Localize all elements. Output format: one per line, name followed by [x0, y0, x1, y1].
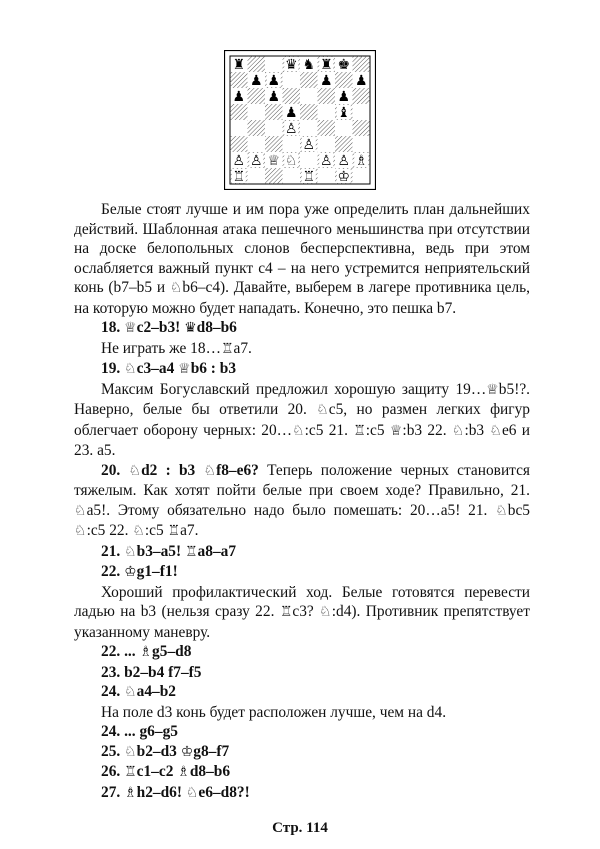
- paragraph-prophylaxis: [74, 583, 530, 643]
- text-run: 25.: [101, 742, 125, 760]
- dark-square: [283, 88, 301, 104]
- dark-square: [318, 88, 336, 104]
- text-run: a7.: [233, 339, 252, 357]
- move-27: [74, 783, 530, 804]
- text-run: 21.: [101, 542, 125, 560]
- text-run: e6–d8?!: [198, 783, 250, 801]
- text-run: a8–a7: [197, 542, 237, 560]
- rook-icon: ♖: [167, 523, 181, 539]
- text-run: b6 : b3: [190, 360, 237, 377]
- black-pawn-icon: ♟: [267, 89, 281, 105]
- text-run: 18.: [101, 319, 125, 336]
- text-run: b6–c4). Давайте, выберем в лагере противника цель, на которую можно будет нападать. Конечно, это пешка b7.: [74, 279, 530, 317]
- knight-icon: ♘: [319, 604, 332, 620]
- text-run: Белые стоят лучше и им пора уже определить план дальнейших действий. Шаблонная атака пешечного меньшинства при отсутствии на доске белопольных слонов бесперспективна, ведь при этом ослабляется важный пункт c4 – на него устремится неприятельский конь (b7–b5 и: [74, 201, 530, 296]
- chess-board: [224, 50, 376, 190]
- text-run: h2–d6!: [136, 783, 186, 801]
- text-run: 27.: [101, 783, 125, 801]
- knight-icon: ♘: [124, 684, 137, 700]
- dark-square: [248, 88, 266, 104]
- white-pawn-icon: ♙: [337, 153, 351, 169]
- move-22: [74, 562, 530, 583]
- text-run: 19.: [101, 360, 125, 377]
- white-pawn-icon: ♙: [302, 137, 316, 153]
- text-run: a4–b2: [136, 683, 176, 700]
- rook-icon: ♖: [353, 422, 366, 439]
- text-run: :c5: [365, 421, 390, 439]
- rook-icon: ♖: [184, 543, 198, 560]
- black-pawn-icon: ♟: [337, 89, 351, 105]
- paragraph-move-20: [74, 461, 530, 542]
- queen-icon: ♛: [184, 320, 197, 336]
- black-bishop-icon: ♝: [337, 105, 351, 121]
- page-number: Стр. 114: [272, 820, 328, 836]
- text-run: c1–c2: [136, 763, 178, 780]
- black-queen-icon: ♛: [284, 57, 298, 73]
- text-run: c3?: [292, 603, 320, 620]
- text-run: g1–f1!: [136, 563, 178, 580]
- white-pawn-icon: ♙: [249, 153, 263, 169]
- dark-square: [353, 120, 371, 136]
- text-run: e6 и 23. a5.: [74, 421, 530, 459]
- text-run: 26.: [101, 763, 125, 780]
- dark-square: [353, 88, 371, 104]
- comment-18: [74, 339, 530, 360]
- move-18: [74, 318, 530, 339]
- text-run: c5, но размен легких фигур облегчает оборону черных: 20…: [74, 401, 530, 439]
- white-bishop-icon: ♗: [354, 153, 368, 169]
- white-queen-icon: ♕: [267, 153, 281, 169]
- text-run: g8–f7: [193, 742, 230, 760]
- dark-square: [230, 104, 248, 120]
- knight-icon: ♘: [489, 422, 502, 439]
- move-25: [74, 742, 530, 763]
- knight-icon: ♘: [124, 743, 137, 760]
- move-19: [74, 359, 530, 380]
- dark-square: [265, 136, 283, 152]
- text-run: Не играть же 18…: [101, 339, 221, 357]
- comment-24: [74, 703, 530, 723]
- text-run: 23. b2–b4 f7–f5: [101, 663, 202, 681]
- text-run: 20.: [101, 461, 129, 479]
- text-run: d2 : b3: [141, 461, 204, 479]
- paragraph-boguslavsky: [74, 380, 530, 461]
- text-run: a5!. Этому обязательно надо было помешать: 20…a5! 21.: [86, 501, 496, 519]
- knight-icon: ♘: [128, 462, 142, 479]
- dark-square: [335, 72, 353, 88]
- king-icon: ♔: [180, 743, 194, 760]
- text-run: :c5 22.: [86, 522, 133, 539]
- black-pawn-icon: ♟: [319, 73, 333, 89]
- text-run: d8–b6: [196, 319, 237, 336]
- dark-square: [230, 136, 248, 152]
- text-run: g5–d8: [152, 643, 192, 660]
- rook-icon: ♖: [220, 340, 234, 357]
- paragraph-plan: [74, 200, 530, 318]
- text-run: :c5: [144, 522, 168, 539]
- white-king-icon: ♔: [337, 169, 351, 185]
- black-pawn-icon: ♟: [284, 105, 298, 121]
- white-rook-icon: ♖: [232, 169, 246, 185]
- rook-icon: ♖: [279, 604, 293, 620]
- black-king-icon: ♚: [337, 57, 351, 73]
- game-commentary: [74, 200, 530, 803]
- black-rook-icon: ♜: [232, 57, 246, 73]
- white-rook-icon: ♖: [302, 169, 316, 185]
- text-run: d8–b6: [189, 763, 231, 780]
- knight-icon: ♘: [292, 422, 305, 439]
- text-run: b5!?. Наверно, белые бы ответили 20.: [74, 380, 530, 418]
- knight-icon: ♘: [74, 502, 87, 519]
- text-run: b3–a5!: [136, 542, 185, 560]
- white-knight-icon: ♘: [284, 153, 298, 169]
- move-22-black: [74, 642, 530, 663]
- knight-icon: ♘: [495, 502, 508, 519]
- dark-square: [318, 120, 336, 136]
- dark-square: [230, 72, 248, 88]
- dark-square: [248, 56, 266, 72]
- dark-square: [248, 120, 266, 136]
- text-run: Хороший профилактический ход. Белые готовятся перевести ладью на b3 (нельзя сразу 22.: [74, 583, 530, 620]
- knight-icon: ♘: [124, 361, 137, 377]
- queen-icon: ♕: [389, 422, 403, 439]
- knight-icon: ♘: [124, 543, 137, 560]
- dark-square: [300, 104, 318, 120]
- text-run: 22.: [101, 563, 125, 580]
- dark-square: [265, 104, 283, 120]
- text-run: :b3: [464, 421, 490, 439]
- text-run: b2–d3: [136, 742, 181, 760]
- text-run: c2–b3!: [136, 319, 185, 336]
- text-run: 24. ... g6–g5: [101, 723, 178, 740]
- knight-icon: ♘: [185, 784, 199, 801]
- text-run: c3–a4: [136, 360, 179, 377]
- black-knight-icon: ♞: [302, 57, 316, 73]
- king-icon: ♔: [124, 564, 137, 580]
- black-rook-icon: ♜: [319, 57, 333, 73]
- move-24-black: [74, 722, 530, 742]
- black-pawn-icon: ♟: [354, 73, 368, 89]
- dark-square: [335, 136, 353, 152]
- dark-square: [300, 72, 318, 88]
- text-run: bc5: [507, 501, 530, 519]
- text-run: На поле d3 конь будет расположен лучше, чем на d4.: [101, 703, 447, 721]
- knight-icon: ♘: [203, 462, 217, 479]
- text-run: a7.: [180, 522, 199, 539]
- dark-square: [265, 168, 283, 184]
- chess-diagram: [224, 50, 376, 190]
- queen-icon: ♕: [178, 361, 191, 377]
- black-pawn-icon: ♟: [267, 73, 281, 89]
- bishop-icon: ♗: [177, 764, 190, 780]
- text-run: f8–e6?: [216, 461, 259, 479]
- knight-icon: ♘: [316, 402, 329, 418]
- white-pawn-icon: ♙: [284, 121, 298, 137]
- dark-square: [353, 56, 371, 72]
- text-run: :b3 22.: [402, 421, 452, 439]
- text-run: 22. ...: [101, 643, 140, 660]
- queen-icon: ♕: [124, 320, 137, 336]
- move-24: [74, 682, 530, 703]
- knight-icon: ♘: [132, 523, 145, 539]
- knight-icon: ♘: [451, 422, 465, 439]
- move-23: [74, 663, 530, 683]
- white-pawn-icon: ♙: [319, 153, 333, 169]
- knight-icon: ♘: [74, 523, 87, 539]
- rook-icon: ♖: [124, 764, 137, 780]
- queen-icon: ♕: [486, 381, 499, 398]
- knight-icon: ♘: [169, 280, 183, 296]
- black-pawn-icon: ♟: [249, 73, 263, 89]
- move-21: [74, 542, 530, 563]
- white-pawn-icon: ♙: [232, 153, 246, 169]
- black-pawn-icon: ♟: [232, 89, 246, 105]
- bishop-icon: ♗: [124, 784, 137, 801]
- text-run: :c5 21.: [304, 421, 354, 439]
- text-run: 24.: [101, 683, 125, 700]
- bishop-icon: ♗: [139, 644, 153, 660]
- text-run: :d4). Противник препятствует указанному маневру.: [74, 603, 530, 641]
- text-run: Максим Богуславский предложил хорошую защиту 19…: [101, 380, 487, 398]
- move-26: [74, 762, 530, 783]
- text-run: Теперь положение черных становится тяжелым. Как хотят пойти белые при своем ходе? Правильно, 21.: [74, 461, 531, 499]
